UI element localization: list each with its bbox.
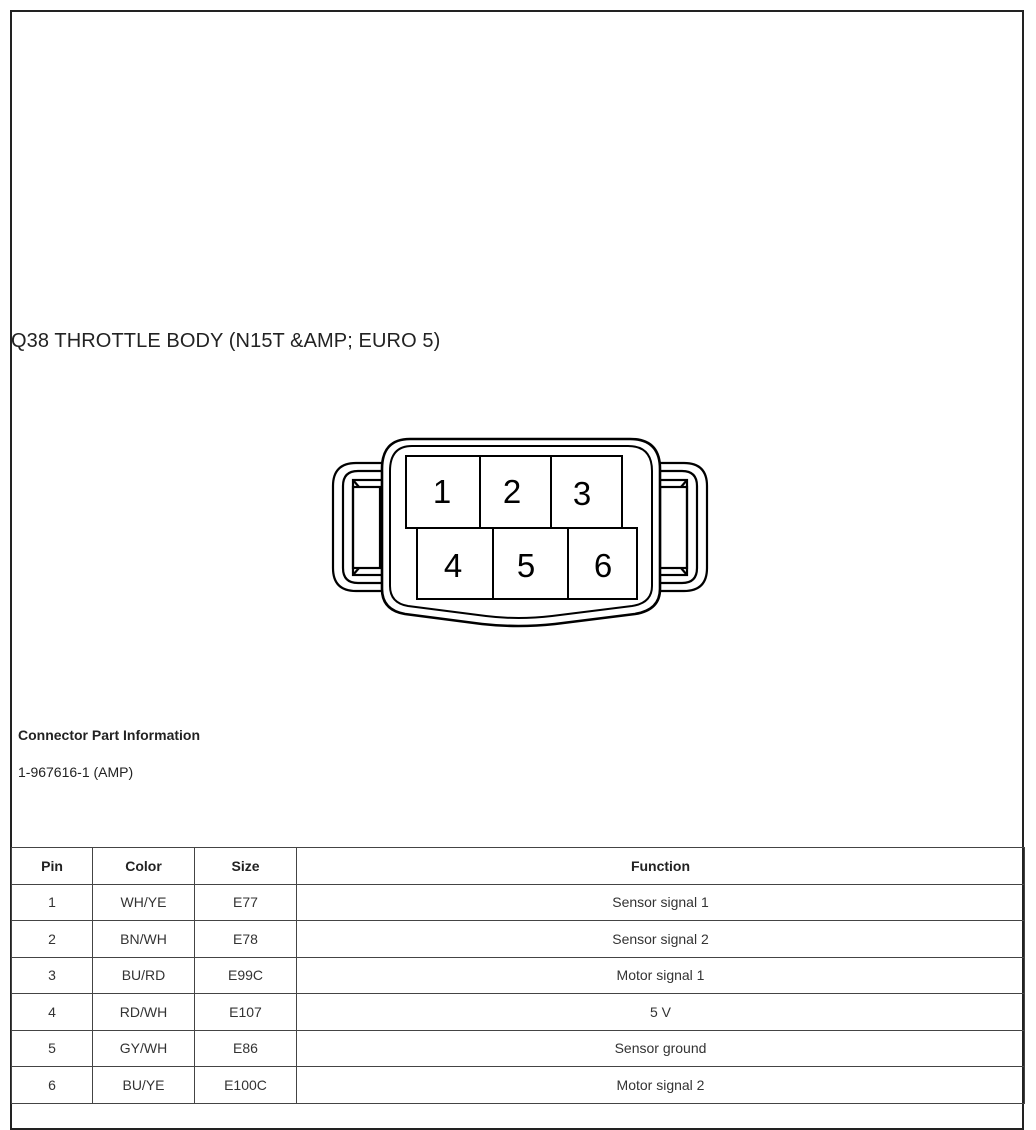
table-header-row [12,848,1025,885]
right-latch [654,463,707,591]
cell-color: GY/WH [93,1030,195,1067]
cell-function: Motor signal 2 [297,1067,1025,1104]
cell-function: Motor signal 1 [297,957,1025,994]
cell-color: BN/WH [93,921,195,958]
table-row [12,994,1025,1031]
cell-size: E100C [195,1067,297,1104]
cell-function: Sensor signal 1 [297,884,1025,921]
cell-pin: 5 [12,1030,93,1067]
pin-label: 3 [572,475,592,512]
cell-color: BU/YE [93,1067,195,1104]
cell-color: RD/WH [93,994,195,1031]
left-latch [333,463,386,591]
table-row [12,1030,1025,1067]
connector-diagram [330,434,710,634]
cell-function: Sensor ground [297,1030,1025,1067]
page-title: Q38 THROTTLE BODY (N15T &AMP; EURO 5) [11,330,441,352]
header-color: Color [93,848,195,885]
connector-part-number: 1-967616-1 (AMP) [18,764,134,780]
table-row [12,1067,1025,1104]
table-row [12,921,1025,958]
cell-pin: 3 [12,957,93,994]
cell-size: E86 [195,1030,297,1067]
header-size: Size [195,848,297,885]
table-row [12,957,1025,994]
pin-label: 4 [443,547,463,584]
pinout-table [11,847,1025,1104]
pin-label: 1 [432,473,452,510]
pin-label: 6 [593,547,613,584]
pin-label: 5 [516,547,536,584]
cell-size: E78 [195,921,297,958]
cell-pin: 4 [12,994,93,1031]
cell-pin: 6 [12,1067,93,1104]
pin-label: 2 [502,473,522,510]
cell-pin: 1 [12,884,93,921]
header-pin: Pin [12,848,93,885]
cell-function: Sensor signal 2 [297,921,1025,958]
cell-color: WH/YE [93,884,195,921]
connector-info-heading: Connector Part Information [18,727,201,743]
cell-function: 5 V [297,994,1025,1031]
cell-size: E99C [195,957,297,994]
cell-size: E77 [195,884,297,921]
header-function: Function [297,848,1025,885]
cell-color: BU/RD [93,957,195,994]
table-row [12,884,1025,921]
cell-pin: 2 [12,921,93,958]
cell-size: E107 [195,994,297,1031]
